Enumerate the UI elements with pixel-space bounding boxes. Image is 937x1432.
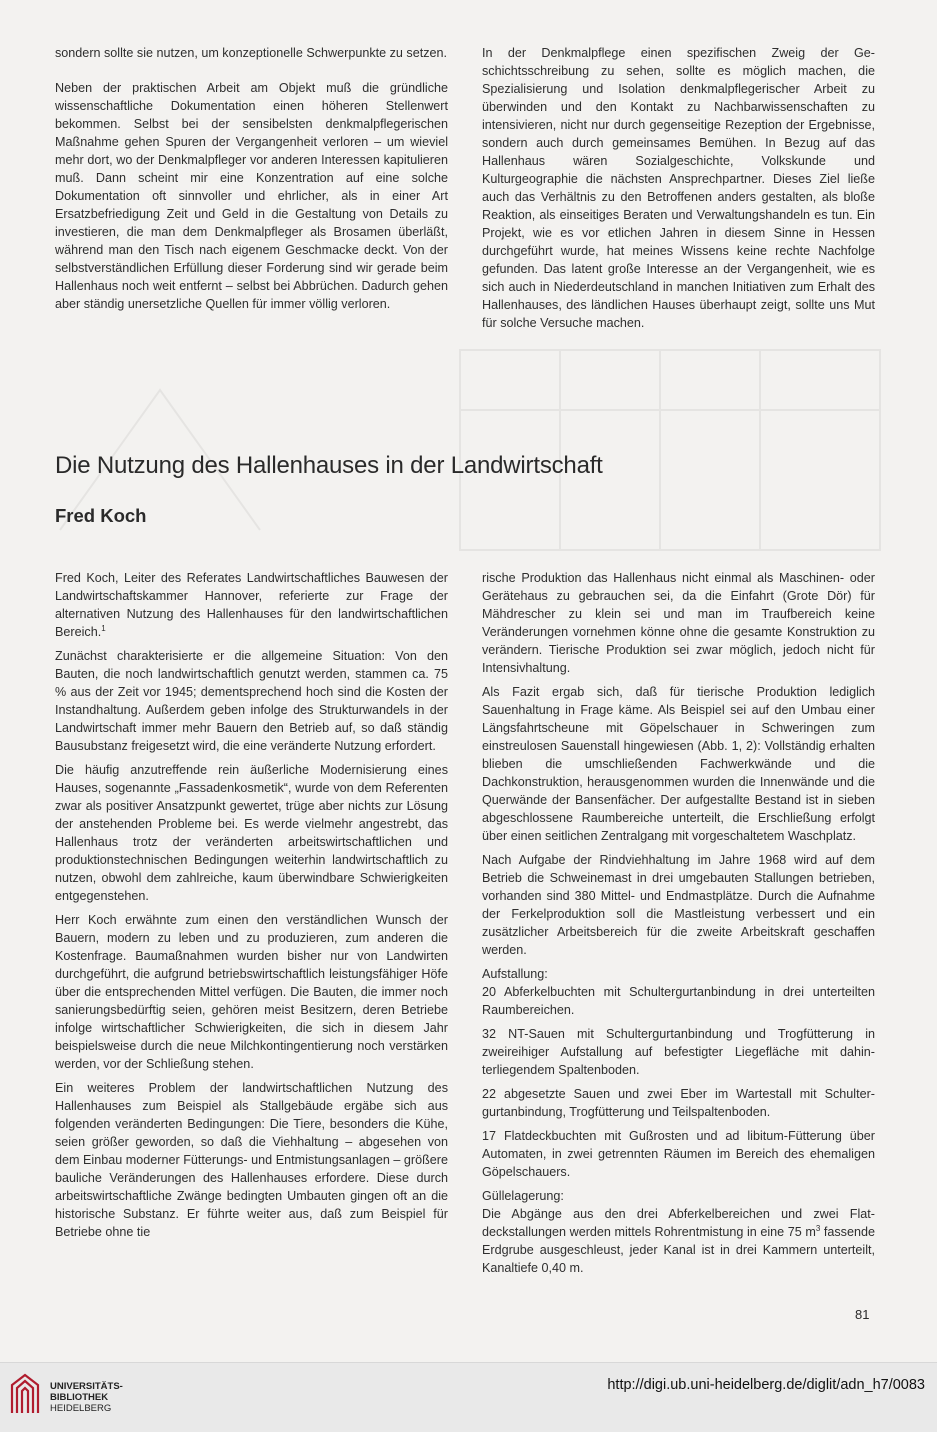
article-author: Fred Koch [55, 505, 147, 526]
paragraph [482, 965, 875, 1019]
superscript: 3 [815, 1223, 821, 1233]
paragraph: 22 abgesetzte Sauen und zwei Eber im Wartestall mit Schultergurtanbindung, Trogfütterung und Teilspaltenboden. [482, 1087, 875, 1119]
page-number: 81 [855, 1307, 870, 1322]
paragraph-text: 20 Abferkelbuchten mit Schultergurtanbindung in drei unterteilten Raumbereichen. [482, 985, 875, 1017]
paragraph: Herr Koch erwähnte zum einen den verständlichen Wunsch der Bauern, modern zu leben und zu produzieren, zum anderen die Kostenfrage. Baumaßnahmen wurden bisher nur von Landwirten durchgeführt, die aufgrund betriebswirtschaftlich leistungsfähiger Höfe über die entsprechenden Mittel verfügen. Die Bauten, die immer noch sanierungsbedürftig seien, gehören meist Besitzern, deren Betriebe infolge wirtschaftlicher Schwierigkeiten, die sich in diesem Jahr beispielsweise durch die neue Milchkontingentierung noch verstärken werden, vor der Schließung stehen. [55, 913, 448, 1071]
paragraph: Ein weiteres Problem der landwirtschaftlichen Nutzung des Hallenhauses zum Beispiel als Stallgebäude ergäbe sich aus folgenden veränderten Bedingungen: Die Tiere, besonders die Kühe, seien größer geworden, so daß die Viehhaltung – abgesehen von dem Einbau moderner Fütterungs- und Entmistungsanlagen – größere bauliche Veränderungen des Hallenhauses erfordere. Diese durch arbeitswirtschaftliche Zwänge bedingten Umbauten gingen oft an die historische Substanz. Er führte weiter aus, daß zum Beispiel für Betriebe ohne tie [55, 1081, 448, 1239]
library-name-line: UNIVERSITÄTS- [50, 1381, 123, 1392]
paragraph: Zunächst charakterisierte er die allgemeine Situation: Von den Bauten, die noch landwirtschaftlich genutzt werden, stammen ca. 75 % aus der Zeit vor 1945; dementsprechend hoch sind die Kosten der Instandhaltung. Außerdem geben infolge des Strukturwandels in der Landwirtschaft immer mehr Bauern den Betrieb auf, so daß ständig Bausubstanz freigesetzt wird, die eine veränderte Nutzung erfordert. [55, 649, 448, 753]
footnote-marker[interactable]: 1 [101, 623, 106, 633]
paragraph: Nach Aufgabe der Rindviehhaltung im Jahre 1968 wird auf dem Betrieb die Schweinemast in drei umgebauten Stallungen betrieben, vorhanden sind 380 Mittel- und Endmastplätze. Durch die Aufnahme der Ferkelproduktion soll die Mastleistung verbessert und ein zusätzlicher Arbeitsbereich für die zweite Arbeitskraft geschaffen werden. [482, 853, 875, 957]
paragraph: 32 NT-Sauen mit Schultergurtanbindung und Trogfütterung in zweireihiger Aufstallung auf befestigter Liegefläche mit dahinterliegendem Spaltenboden. [482, 1027, 875, 1077]
bottom-right-column [482, 569, 875, 1283]
document-url[interactable]: http://digi.ub.uni-heidelberg.de/diglit/adn_h7/0083 [607, 1377, 925, 1393]
paragraph-text: Fred Koch, Leiter des Referates Landwirtschaftliches Bauwesen der Landwirtschaftskammer Hannover, referierte zur Frage der alternativen Nutzung des Hallenhauses für den landwirtschaftlichen Bereich. [55, 571, 448, 639]
paragraph [55, 569, 448, 641]
paragraph [482, 1187, 875, 1277]
paragraph-text: Die Abgänge aus den drei Abferkelbereichen und zwei Flatdeckstallungen werden mittels Rohrentmistung in eine 75 m [482, 1207, 875, 1239]
viewer-footer [0, 1362, 937, 1432]
paragraph: Die häufig anzutreffende rein äußerliche Modernisierung eines Hauses, sogenannte „Fassadenkosmetik“, wurde von dem Referenten zwar als positiver Ansatzpunkt gewertet, trüge aber nichts zur Lösung der anstehenden Probleme bei. Es werde vielmehr angestrebt, das Hallenhaus trotz der veränderten arbeitswirtschaftlichen und produktionstechnischen Bedingungen weiterhin landwirtschaftlich zu nutzen, obwohl dem zahlreiche, kaum überwindbare Schwierigkeiten entgegenstehen. [55, 763, 448, 903]
article-title: Die Nutzung des Hallenhauses in der Landwirtschaft [55, 452, 603, 479]
section-label: Güllelagerung: [482, 1189, 564, 1203]
paragraph: rische Produktion das Hallenhaus nicht einmal als Maschinen- oder Gerätehaus zu gebrauchen sei, da die Einfahrt (Grote Dör) für Mähdrescher zu klein sei und man im Traufbereich keine Veränderungen vornehmen könne ohne die gesamte Konstruktion zu verändern. Tierische Produktion sei zwar möglich, jedoch nicht für Intensivhaltung. [482, 571, 875, 675]
library-name-line: HEIDELBERG [50, 1403, 112, 1414]
paragraph: Als Fazit ergab sich, daß für tierische Produktion lediglich Sauenhaltung in Frage käme. Als Beispiel sei auf den Umbau einer Längsfahrtscheune mit Göpelschauer in Schweringen zum einstreulosen Sauenstall hingewiesen (Abb. 1, 2): Vollständig erhalten blieben die umschließenden Fachwerkwände und die Dachkonstruktion, herausgenommen wurden die Innenwände und die Querwände der Bansenfächer. Der aufgestallte Bestand ist in sieben abgeschlossene Raumbereiche unterteilt, die Erschließung erfolgt über einen seitlichen Zentralgang mit vorgeschaltetem Waschplatz. [482, 685, 875, 843]
paragraph: sondern sollte sie nutzen, um konzeptionelle Schwerpunkte zu setzen. [55, 46, 448, 60]
library-name-line: BIBLIOTHEK [50, 1392, 109, 1403]
library-logo-icon[interactable] [8, 1371, 42, 1417]
library-name[interactable] [50, 1381, 123, 1414]
paragraph: Neben der praktischen Arbeit am Objekt muß die gründliche wissenschaftliche Dokumentation einen höheren Stellenwert bekommen. Selbst bei der sensibelsten denkmalpflegerischen Maßnahme gehen Spuren der Vergangenheit verloren – um wieviel mehr dort, wo der Denkmalpfleger vor anderen Interessen kapitulieren muß. Dann scheint mir eine Konzentration auf eine solche Dokumentation oft sinnvoller und ehrlicher, als in einer Art Ersatzbefriedigung Zeit und Geld in die Gestaltung von Details zu investieren, die man dem Denkmalpfleger als Brosamen überläßt, während man den Tisch nach eigenem Geschmacke deckt. Von der selbstverständlichen Erfüllung dieser Forderung sind wir gerade beim Hallenhaus noch weit entfernt – selbst bei Abbrüchen. Dadurch gehen aber ständig unersetzliche Quellen für immer völlig verloren. [55, 81, 448, 311]
paragraph-text: fassende Erdgrube ausgeschleust, jeder Kanal ist in drei Kammern unterteilt, Kanaltiefe 0,40 m. [482, 1225, 875, 1275]
paragraph: 17 Flatdeckbuchten mit Gußrosten und ad libitum-Fütterung über Automaten, in zwei getrennten Räumen im Bereich des ehemaligen Göpelschauers. [482, 1129, 875, 1179]
paragraph: In der Denkmalpflege einen spezifischen Zweig der Geschichtsschreibung zu sehen, sollte es möglich machen, die Spezialisierung und Isolation denkmalpflegerischer Arbeit zu überwinden und den Kontakt zu Nachbarwissenschaften zu intensivieren, nicht nur durch gegenseitige Rezeption der Ergebnisse, sondern auch durch gemeinsames Bemühen. In Bezug auf das Hallenhaus wären Sozialgeschichte, Volkskunde und Kulturgeographie die nächsten Ansprechpartner. Dieses Ziel ließe auch das Verhältnis zu den Betroffenen anders gestalten, als bloße Reaktion, als einseitiges Beraten und Verwaltungshandeln es tun. Ein Projekt, wie es vor etlichen Jahren in diesem Sinne in Hessen durchgeführt wurde, hat meines Wissens keine rechte Nachfolge gefunden. Das latent große Interesse an der Vergangenheit, wie es sich auch in Niederdeutschland in manchen Initiativen zum Erhalt des Hallenhauses, des ländlichen Hauses überhaupt zeigt, sollte uns Mut für solche Versuche machen. [482, 46, 875, 330]
top-right-column [482, 44, 875, 349]
section-label: Aufstallung: [482, 967, 548, 981]
bottom-left-column [55, 569, 448, 1247]
top-left-column [55, 44, 448, 330]
